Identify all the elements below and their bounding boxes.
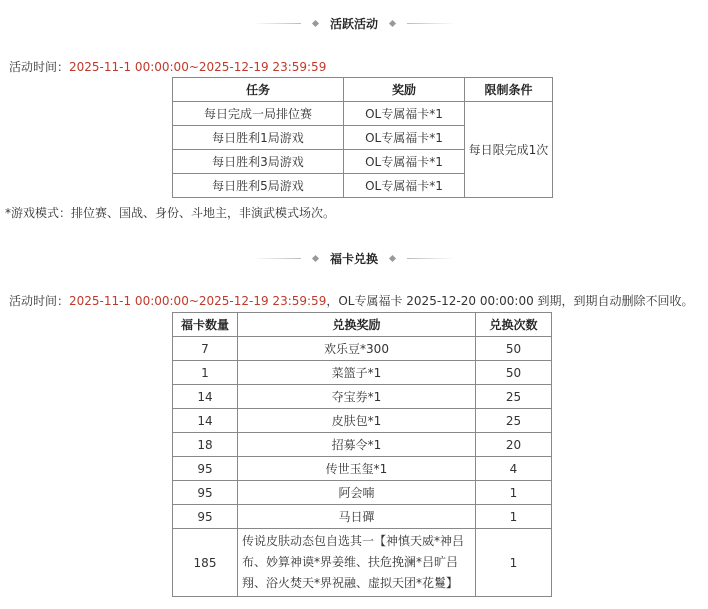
diamond-icon <box>389 255 396 262</box>
card-count-cell: 14 <box>173 385 238 409</box>
exchange-reward-cell: 传世玉玺*1 <box>238 457 476 481</box>
card-count-cell: 14 <box>173 409 238 433</box>
exchange-times-cell: 50 <box>476 337 552 361</box>
reward-cell: OL专属福卡*1 <box>344 126 465 150</box>
activity-time-value: 2025-11-1 00:00:00~2025-12-19 23:59:59 <box>69 60 327 74</box>
exchange-reward-cell: 皮肤包*1 <box>238 409 476 433</box>
activity-time <box>9 58 326 75</box>
exchange-times-cell: 1 <box>476 481 552 505</box>
exchange-time <box>9 292 694 309</box>
card-count-cell: 7 <box>173 337 238 361</box>
table-row <box>173 409 552 433</box>
exchange-reward-cell: 马日磾 <box>238 505 476 529</box>
card-count-cell: 185 <box>173 529 238 597</box>
exchange-reward-cell: 传说皮肤动态包自选其一【神慎天威*神吕布、妙算神谟*界姜维、扶危挽澜*吕旷吕翔、浴火焚天*界祝融、虚拟天团*花鬘】 <box>238 529 476 597</box>
exchange-reward-cell: 阿会喃 <box>238 481 476 505</box>
exchange-times-cell: 20 <box>476 433 552 457</box>
exchange-time-suffix: ，OL专属福卡 2025-12-20 00:00:00 到期，到期自动删除不回收。 <box>326 294 694 308</box>
task-cell: 每日完成一局排位赛 <box>173 102 344 126</box>
diamond-icon <box>389 20 396 27</box>
diamond-icon <box>312 255 319 262</box>
section-title-text: 福卡兑换 <box>329 252 378 266</box>
header-exchange-times: 兑换次数 <box>476 313 552 337</box>
table-row <box>173 433 552 457</box>
title-divider-right <box>407 23 455 24</box>
exchange-time-value: 2025-11-1 00:00:00~2025-12-19 23:59:59 <box>69 294 327 308</box>
header-card-count: 福卡数量 <box>173 313 238 337</box>
card-count-cell: 95 <box>173 505 238 529</box>
header-reward: 奖励 <box>344 78 465 102</box>
section-title-exchange <box>0 250 708 267</box>
table-row <box>173 361 552 385</box>
section-title-text: 活跃活动 <box>329 17 378 31</box>
title-divider-left <box>253 258 301 259</box>
header-exchange-reward: 兑换奖励 <box>238 313 476 337</box>
card-count-cell: 95 <box>173 457 238 481</box>
table-row <box>173 529 552 597</box>
activity-time-label: 活动时间： <box>9 60 70 74</box>
table-row <box>173 337 552 361</box>
table-row <box>173 457 552 481</box>
table-row <box>173 385 552 409</box>
diamond-icon <box>312 20 319 27</box>
exchange-reward-cell: 招募令*1 <box>238 433 476 457</box>
game-mode-note: *游戏模式：排位赛、国战、身份、斗地主，非演武模式场次。 <box>5 206 336 220</box>
exchange-times-cell: 1 <box>476 505 552 529</box>
task-table <box>172 77 553 198</box>
exchange-table <box>172 312 552 597</box>
table-header-row <box>173 78 553 102</box>
exchange-times-cell: 25 <box>476 385 552 409</box>
section-title-active <box>0 15 708 32</box>
reward-cell: OL专属福卡*1 <box>344 150 465 174</box>
exchange-times-cell: 1 <box>476 529 552 597</box>
exchange-times-cell: 50 <box>476 361 552 385</box>
limit-cell: 每日限完成1次 <box>465 102 553 198</box>
task-cell: 每日胜利1局游戏 <box>173 126 344 150</box>
title-divider-right <box>407 258 455 259</box>
title-divider-left <box>253 23 301 24</box>
card-count-cell: 95 <box>173 481 238 505</box>
table-row <box>173 505 552 529</box>
exchange-time-label: 活动时间： <box>9 294 70 308</box>
table-row <box>173 102 553 126</box>
reward-cell: OL专属福卡*1 <box>344 174 465 198</box>
card-count-cell: 18 <box>173 433 238 457</box>
reward-cell: OL专属福卡*1 <box>344 102 465 126</box>
exchange-reward-cell: 欢乐豆*300 <box>238 337 476 361</box>
header-task: 任务 <box>173 78 344 102</box>
card-count-cell: 1 <box>173 361 238 385</box>
header-limit: 限制条件 <box>465 78 553 102</box>
task-cell: 每日胜利5局游戏 <box>173 174 344 198</box>
exchange-times-cell: 4 <box>476 457 552 481</box>
task-cell: 每日胜利3局游戏 <box>173 150 344 174</box>
table-row <box>173 481 552 505</box>
exchange-reward-cell: 夺宝券*1 <box>238 385 476 409</box>
table-header-row <box>173 313 552 337</box>
exchange-reward-cell: 菜篮子*1 <box>238 361 476 385</box>
exchange-times-cell: 25 <box>476 409 552 433</box>
